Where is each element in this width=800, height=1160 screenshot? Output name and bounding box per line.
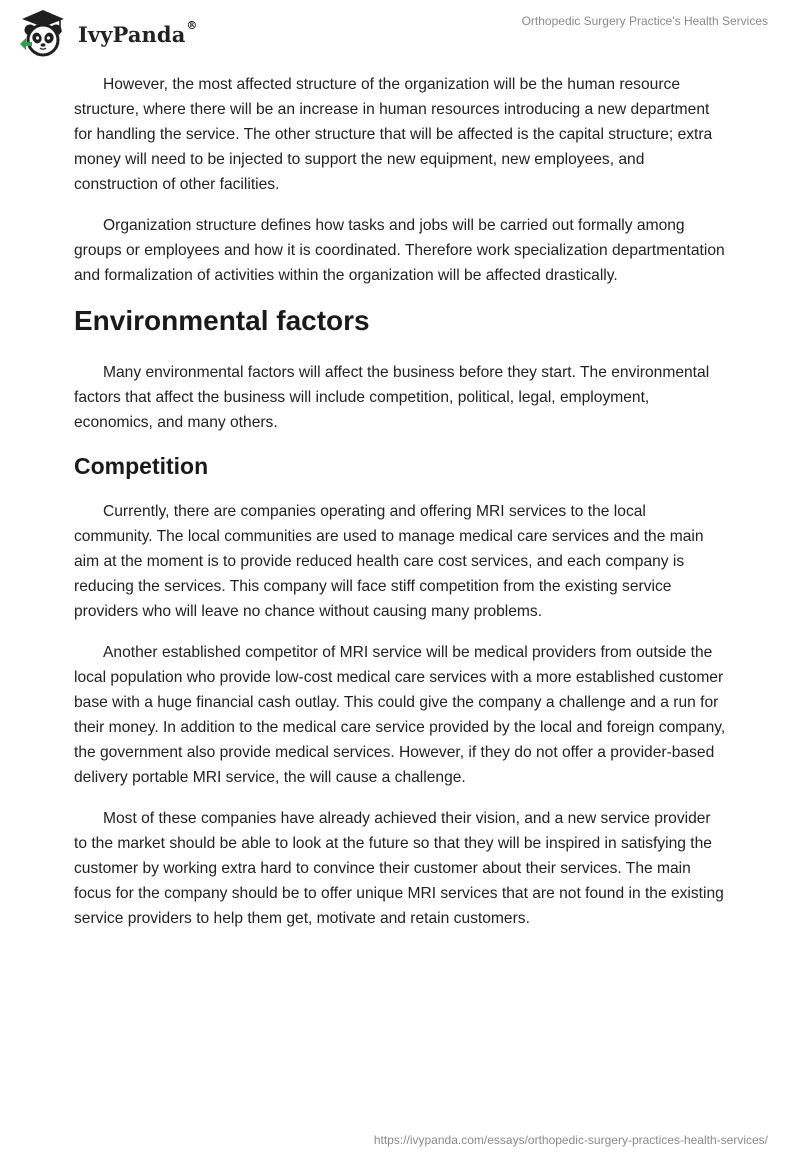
logo-wordmark: IvyPanda®: [78, 18, 198, 47]
paragraph-intro-1: However, the most affected structure of the organization will be the human resource structure, where there will be an increase in human resources introducing a new department for handling the service. The other structure that will be affected is the capital structure; extra money will need to be injected to support the new equipment, new employees, and construction of other facilities.: [74, 76, 713, 193]
paragraph-intro-2: Organization structure defines how tasks and jobs will be carried out formally among groups or employees and how it is coordinated. Therefore work specialization departmentation and formalization of activities within the organization will be affected drastically.: [74, 217, 725, 284]
heading-environmental-factors: Environmental factors: [74, 305, 370, 336]
paragraph-environmental: Many environmental factors will affect the business before they start. The environmental factors that affect the business will include competition, political, legal, employment, economics, and many others.: [74, 364, 710, 431]
essay-content: [74, 72, 726, 947]
paragraph-competition-1: Currently, there are companies operating and offering MRI services to the local community. The local communities are used to manage medical care services and the main aim at the moment is to provide reduced health care cost services, and each company is reducing the services. This company will face stiff competition from the existing service providers who will leave no chance without causing many problems.: [74, 503, 704, 620]
source-url[interactable]: https://ivypanda.com/essays/orthopedic-surgery-practices-health-services/: [373, 1133, 768, 1147]
panda-graduate-icon: [14, 8, 72, 58]
document-title: Orthopedic Surgery Practice's Health Services: [521, 14, 768, 28]
ivypanda-logo[interactable]: [14, 8, 198, 58]
heading-competition: Competition: [74, 453, 209, 479]
paragraph-competition-2: Another established competitor of MRI service will be medical providers from outside the local population who provide low-cost medical care services with a more established customer base with a huge financial cash outlay. This could give the company a challenge and a run for their money. In addition to the medical care service provided by the local and foreign company, the government also provide medical services. However, if they do not offer a provider-based delivery portable MRI service, the will cause a challenge.: [74, 644, 726, 786]
paragraph-competition-3: Most of these companies have already achieved their vision, and a new service provider to the market should be able to look at the future so that they will be inspired in satisfying the customer by working extra hard to convince their customer about their services. The main focus for the company should be to offer unique MRI services that are not found in the existing service providers to help them get, motivate and retain customers.: [74, 810, 724, 927]
page-header: [0, 0, 800, 70]
